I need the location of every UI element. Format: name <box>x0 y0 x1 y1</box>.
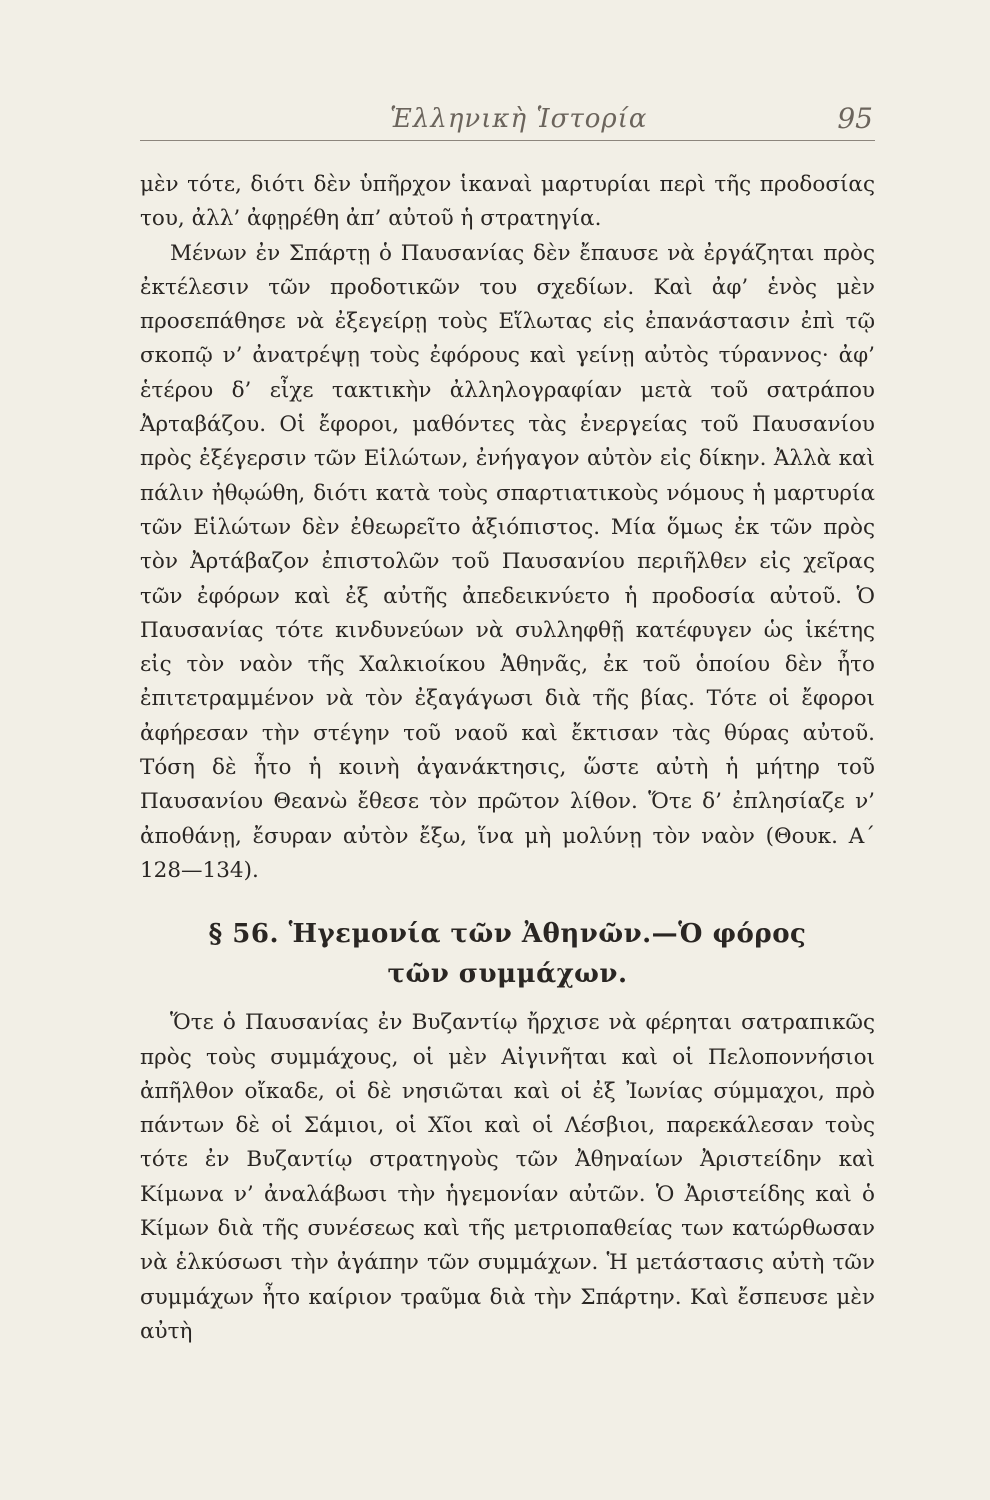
running-title: Ἑλληνικὴ Ἱστορία <box>390 104 648 134</box>
page-body <box>140 168 875 1349</box>
section-title: Ἡγεμονία τῶν Ἀθηνῶν.—Ὁ φόρος <box>288 919 807 950</box>
paragraph: Μένων ἐν Σπάρτῃ ὁ Παυσανίας δὲν ἔπαυσε νὰ ἐργάζηται πρὸς ἐκτέλεσιν τῶν προδοτικῶν του σχεδίων. Καὶ ἀφ’ ἑνὸς μὲν προσεπάθησε νὰ ἐξεγείρῃ τοὺς Εἵλωτας εἰς ἐπανάστασιν ἐπὶ τῷ σκοπῷ ν’ ἀνατρέψῃ τοὺς ἐφόρους καὶ γείνῃ αὐτὸς τύραννος· ἀφ’ ἑτέρου δ’ εἶχε τακτικὴν ἀλληλογραφίαν μετὰ τοῦ σατράπου Ἀρταβάζου. Οἱ ἔφοροι, μαθόντες τὰς ἐνεργείας τοῦ Παυσανίου πρὸς ἐξέγερσιν τῶν Εἱλώτων, ἐνήγαγον αὐτὸν εἰς δίκην. Ἀλλὰ καὶ πάλιν ἠθῳώθη, διότι κατὰ τοὺς σπαρτιατικοὺς νόμους ἡ μαρτυρία τῶν Εἱλώτων δὲν ἐθεωρεῖτο ἀξιόπιστος. Μία ὅμως ἐκ τῶν πρὸς τὸν Ἀρτάβαζον ἐπιστολῶν τοῦ Παυσανίου περιῆλθεν εἰς χεῖρας τῶν ἐφόρων καὶ ἐξ αὐτῆς ἀπεδεικνύετο ἡ προδοσία αὐτοῦ. Ὁ Παυσανίας τότε κινδυνεύων νὰ συλληφθῇ κατέφυγεν ὡς ἱκέτης εἰς τὸν ναὸν τῆς Χαλκιοίκου Ἀθηνᾶς, ἐκ τοῦ ὁποίου δὲν ἦτο ἐπιτετραμμένον νὰ τὸν ἐξαγάγωσι διὰ τῆς βίας. Τότε οἱ ἔφοροι ἀφήρεσαν τὴν στέγην τοῦ ναοῦ καὶ ἔκτισαν τὰς θύρας αὐτοῦ. Τόση δὲ ἦτο ἡ κοινὴ ἀγανάκτησις, ὥστε αὐτὴ ἡ μήτηρ τοῦ Παυσανίου Θεανὼ ἔθεσε τὸν πρῶτον λίθον. Ὅτε δ’ ἐπλησίαζε ν’ ἀποθάνῃ, ἔσυραν αὐτὸν ἔξω, ἵνα μὴ μολύνῃ τὸν ναὸν (Θουκ. Α΄ 128—134). <box>140 240 875 883</box>
paragraph-continued: μὲν τότε, διότι δὲν ὑπῆρχον ἱκαναὶ μαρτυρίαι περὶ τῆς προδοσίας του, ἀλλ’ ἀφῃρέθη ἀπ’ αὐτοῦ ἡ στρατηγία. <box>140 172 875 232</box>
page-number: 95 <box>837 102 873 135</box>
section-heading <box>140 914 875 994</box>
section-title-line2: τῶν συμμάχων. <box>387 959 628 990</box>
section-number: § 56. <box>208 919 279 950</box>
section-paragraph: Ὅτε ὁ Παυσανίας ἐν Βυζαντίῳ ἤρχισε νὰ φέρηται σατραπικῶς πρὸς τοὺς συμμάχους, οἱ μὲν Αἰγινῆται καὶ οἱ Πελοποννήσιοι ἀπῆλθον οἴκαδε, οἱ δὲ νησιῶται καὶ οἱ ἐξ Ἰωνίας σύμμαχοι, πρὸ πάντων δὲ οἱ Σάμιοι, οἱ Χῖοι καὶ οἱ Λέσβιοι, παρεκάλεσαν τοὺς τότε ἐν Βυζαντίῳ στρατηγοὺς τῶν Ἀθηναίων Ἀριστείδην καὶ Κίμωνα ν’ ἀναλάβωσι τὴν ἡγεμονίαν αὐτῶν. Ὁ Ἀριστείδης καὶ ὁ Κίμων διὰ τῆς συνέσεως καὶ τῆς μετριοπαθείας των κατώρθωσαν νὰ ἑλκύσωσι τὴν ἀγάπην τῶν συμμάχων. Ἡ μετάστασις αὐτὴ τῶν συμμάχων ἦτο καίριον τραῦμα διὰ τὴν Σπάρτην. Καὶ ἔσπευσε μὲν αὐτὴ <box>140 1010 875 1344</box>
page-header <box>140 100 875 141</box>
section-title-line1 <box>140 914 875 954</box>
